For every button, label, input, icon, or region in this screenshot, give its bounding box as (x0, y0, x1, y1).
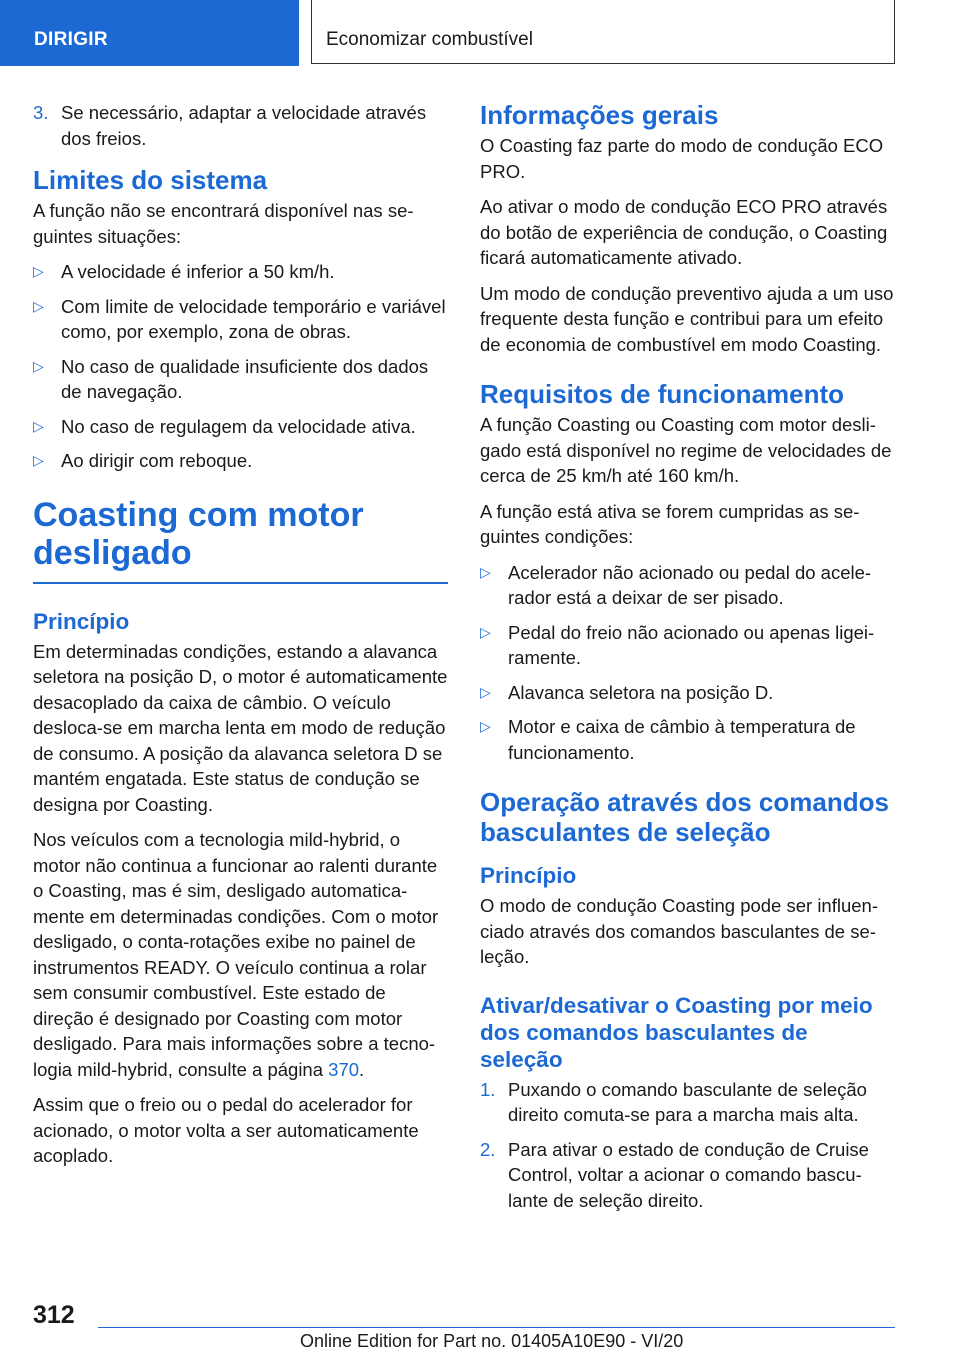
edition-note: Online Edition for Part no. 01405A10E90 - VI/20 (300, 1331, 684, 1351)
limits-intro: A função não se encontrará disponível nas seguintes situações: (33, 200, 414, 247)
list-item (33, 414, 448, 440)
step-item-3 (33, 100, 448, 151)
step-item-2 (480, 1137, 895, 1214)
step-number: 1. (480, 1078, 496, 1100)
list-item-text: Com limite de velocidade temporário e variável como, por exemplo, zona de obras. (61, 295, 446, 342)
principle-heading: Princípio (33, 608, 130, 634)
list-item (33, 294, 448, 345)
requirements-heading: Requisitos de funcionamento (480, 379, 845, 409)
triangle-right-icon: ▷ (480, 623, 491, 640)
list-item (480, 620, 895, 671)
principle-paragraph-1: Em determinadas condições, estando a alavanca seletora na posição D, o motor é automaticamente desacoplado da caixa de câmbio. O veículo desloca-se em marcha lenta em modo de redução de consumo. A posição da alavanca seletora D se mantém engatada. Este status de condução se designa por Coasting. (33, 640, 448, 815)
toggle-heading: Ativar/desativar o Coasting por meio dos comandos basculantes de seleção (480, 992, 873, 1072)
list-item (480, 680, 895, 706)
general-heading: Informações gerais (480, 100, 719, 130)
general-paragraph-1: O Coasting faz parte do modo de condução ECO PRO. (480, 135, 884, 182)
principle-paragraph-3: Assim que o freio ou o pedal do acelerador for acionado, o motor volta a ser automaticamente acoplado. (33, 1094, 419, 1166)
list-item-text: Alavanca seletora na posição D. (508, 681, 774, 703)
operation-heading: Operação através dos comandos basculantes de seleção (480, 787, 889, 847)
list-item (33, 259, 448, 285)
footer-divider (98, 1327, 895, 1328)
list-item-text: No caso de regulagem da velocidade ativa. (61, 415, 416, 437)
requirements-paragraph-2: A função está ativa se forem cumpridas as seguintes condições: (480, 500, 860, 547)
chapter-tab (311, 0, 895, 64)
list-item-text: A velocidade é inferior a 50 km/h. (61, 261, 335, 282)
triangle-right-icon: ▷ (480, 563, 491, 580)
list-item (33, 448, 448, 474)
toggle-steps (480, 1077, 895, 1214)
triangle-right-icon: ▷ (33, 263, 44, 279)
list-item (480, 714, 895, 765)
paragraph-text: Nos veículos com a tecnologia mild-hybrid, o motor não continua a funcionar ao ralenti durante o Coasting, mas é sim, desligado automaticamente em determinadas condições. Com o motor desligado, o conta-rotações exibe no painel de instrumentos READY. O veículo continua a rolar sem consumir combustível. Este estado de direção é designado por Coasting com motor desligado. Para mais informações sobre a tecnologia mild-hybrid, consulte a página (33, 829, 439, 1080)
coasting-heading: Coasting com motor desligado (33, 495, 364, 572)
list-item-text: No caso de qualidade insuficiente dos dados de navegação. (61, 355, 429, 402)
list-item-text: Ao dirigir com reboque. (61, 450, 253, 471)
triangle-right-icon: ▷ (33, 357, 44, 374)
left-column (33, 100, 448, 1179)
paragraph-text-end: . (359, 1058, 365, 1080)
requirements-paragraph-1: A função Coasting ou Coasting com motor desligado está disponível no regime de velocidades de cerca de 25 km/h até 160 km/h. (480, 414, 892, 486)
operation-paragraph: O modo de condução Coasting pode ser influenciado através dos comandos basculantes de seleção. (480, 895, 879, 967)
general-paragraph-3: Um modo de condução preventivo ajuda a um uso frequente desta função e contribui para um efeito de economia de combustível em modo Coasting. (480, 282, 894, 355)
triangle-right-icon: ▷ (33, 452, 44, 468)
general-paragraph-2: Ao ativar o modo de condução ECO PRO através do botão de experiência de condução, o Coasting ficará automaticamente ativado. (480, 196, 888, 268)
step-list-continued (33, 100, 448, 151)
list-item-text: Pedal do freio não acionado ou apenas ligeiramente. (508, 621, 875, 668)
heading-divider (33, 582, 448, 584)
triangle-right-icon: ▷ (33, 297, 44, 314)
right-column (480, 100, 895, 1223)
list-item-text: Acelerador não acionado ou pedal do acelerador está a deixar de ser pisado. (508, 561, 872, 608)
page-reference-link[interactable]: 370 (328, 1058, 360, 1080)
step-number: 2. (480, 1138, 496, 1160)
list-item (33, 354, 448, 405)
step-text: Puxando o comando basculante de seleção direito comuta-se para a marcha mais alta. (508, 1078, 867, 1125)
list-item-text: Motor e caixa de câmbio à temperatura de funcionamento. (508, 716, 856, 763)
step-text: Para ativar o estado de condução de Cruise Control, voltar a acionar o comando basculante de seleção direito. (508, 1138, 869, 1211)
principle-paragraph-2 (33, 827, 448, 1082)
list-item (480, 560, 895, 611)
operation-principle-heading: Princípio (480, 863, 577, 888)
page-number: 312 (33, 1301, 75, 1329)
section-tab (0, 0, 299, 66)
triangle-right-icon: ▷ (33, 417, 44, 434)
section-label: DIRIGIR (34, 29, 108, 50)
step-item-1 (480, 1077, 895, 1128)
step-number: 3. (33, 102, 49, 123)
triangle-right-icon: ▷ (480, 683, 491, 700)
limits-heading: Limites do sistema (33, 165, 268, 195)
chapter-label: Economizar combustível (326, 29, 533, 50)
limits-list (33, 259, 448, 474)
triangle-right-icon: ▷ (480, 718, 491, 734)
step-text: Se necessário, adaptar a velocidade através dos freios. (61, 102, 427, 149)
requirements-list (480, 560, 895, 766)
